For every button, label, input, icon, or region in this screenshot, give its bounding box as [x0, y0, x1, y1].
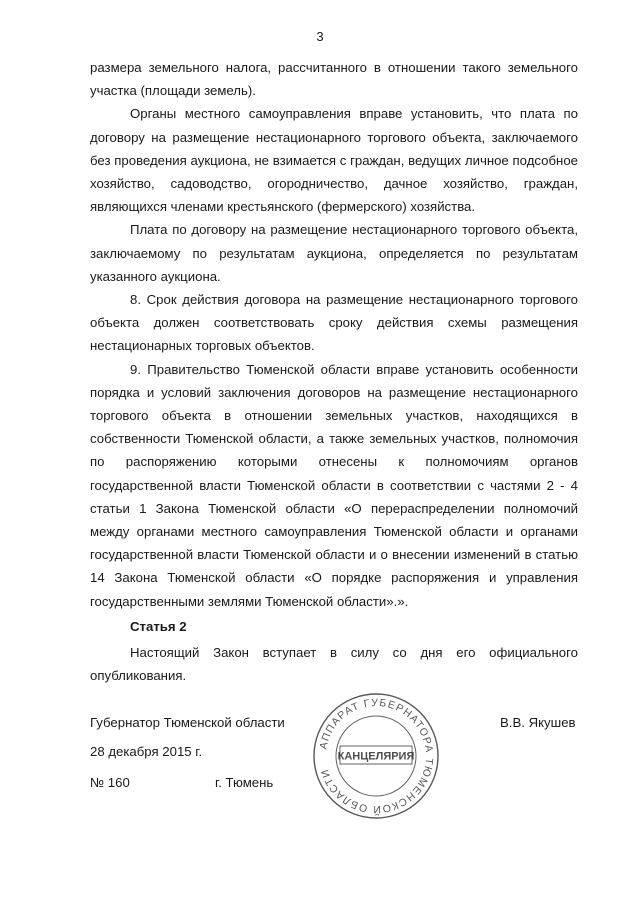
paragraph-item-9: 9. Правительство Тюменской области вправе установить особенности порядка и условий заключения договоров на размещение нестационарного торгового объекта в отношении земельных участков, находящихся в собственности Тюменской области, а также земельных участков, полномочия по распоряжению которыми отнесены к полномочиям органов государственной власти Тюменской области в соответствии с частями 2 - 4 статьи 1 Закона Тюменской области «О перераспределении полномочий между органами местного самоуправления Тюменской области и органами государственной власти Тюменской области и о внесении изменений в статью 14 Закона Тюменской области «О порядке распоряжения и управления государственными землями Тюменской области».».	[90, 361, 578, 609]
governor-title: Губернатор Тюменской области	[90, 715, 285, 730]
office-seal-stamp	[310, 690, 442, 822]
paragraph-item-8: 8. Срок действия договора на размещение нестационарного торгового объекта должен соответствовать сроку действия схемы размещения нестационарных торговых объектов.	[90, 292, 578, 354]
seal-center-text: КАНЦЕЛЯРИЯ	[337, 750, 415, 763]
page-number: 3	[316, 29, 324, 44]
governor-name: В.В. Якушев	[500, 715, 576, 730]
law-number: № 160	[90, 775, 130, 790]
seal-ring-text: АППАРАТ ГУБЕРНАТОРА ТЮМЕНСКОЙ ОБЛАСТИ	[317, 696, 436, 816]
signing-place: г. Тюмень	[215, 775, 274, 790]
paragraph-land-tax-continuation: размера земельного налога, рассчитанного в отношении такого земельного участка (площади земель).	[90, 60, 578, 99]
paragraph-local-government-fee-exemption: Органы местного самоуправления вправе установить, что плата по договору на размещение нестационарного торгового объекта, заключаемого без проведения аукциона, не взимается с граждан, ведущих личное подсобное хозяйство, садоводство, огородничество, дачное хозяйство, граждан, являющихся членами крестьянского (фермерского) хозяйства.	[90, 106, 578, 215]
article-heading: Статья 2	[130, 619, 187, 634]
signing-date: 28 декабря 2015 г.	[90, 744, 203, 759]
article-text: Настоящий Закон вступает в силу со дня его официального опубликования.	[90, 645, 578, 684]
document-body	[90, 56, 578, 613]
paragraph-auction-fee: Плата по договору на размещение нестационарного торгового объекта, заключаемому по результатам аукциона, определяется по результатам указанного аукциона.	[90, 222, 578, 284]
